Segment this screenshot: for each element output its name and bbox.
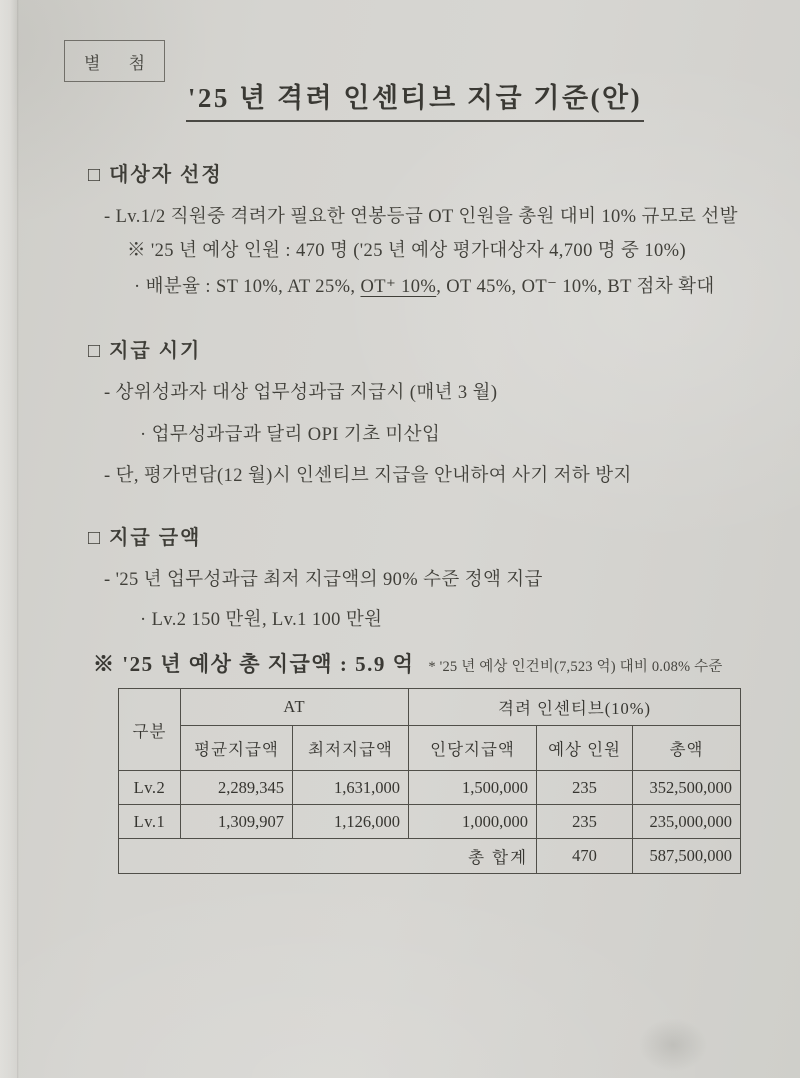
cell-per-person: 1,000,000 — [409, 805, 537, 839]
cell-avg: 1,309,907 — [181, 805, 293, 839]
paper-smudge — [638, 1018, 708, 1072]
paper-edge — [0, 0, 18, 1078]
summary-total: ※ '25 년 예상 총 지급액 : 5.9 억 — [93, 652, 415, 676]
timing-line-2: · 업무성과급과 달리 OPI 기초 미산입 — [140, 425, 441, 445]
table-group-header-incentive: 격려 인센티브(10%) — [409, 689, 741, 726]
grand-total-label: 총 합계 — [119, 839, 537, 874]
target-line-3-underlined: OT⁺ 10% — [360, 277, 437, 297]
section-heading-timing: □ 지급 시기 — [88, 340, 202, 362]
target-line-1: - Lv.1/2 직원중 격려가 필요한 연봉등급 OT 인원을 총원 대비 10% 규모로 선발 — [104, 207, 738, 227]
row-label: Lv.2 — [119, 771, 181, 805]
page-title: '25 년 격려 인센티브 지급 기준(안) — [186, 76, 644, 122]
target-line-3-suffix: , OT 45%, OT⁻ 10%, BT 점차 확대 — [436, 277, 715, 297]
table-subheader-total: 총액 — [633, 726, 741, 771]
summary-note: * '25 년 예상 인건비(7,523 억) 대비 0.08% 수준 — [428, 659, 723, 675]
section-heading-amount: □ 지급 금액 — [88, 527, 202, 549]
target-line-3 — [134, 272, 715, 298]
table-group-header-at: AT — [181, 689, 409, 726]
grand-total-amount: 587,500,000 — [633, 839, 741, 874]
title-area — [0, 76, 800, 122]
timing-line-3: - 단, 평가면담(12 월)시 인센티브 지급을 안내하여 사기 저하 방지 — [104, 466, 632, 486]
row-label: Lv.1 — [119, 805, 181, 839]
table-subheader-per-person: 인당지급액 — [409, 726, 537, 771]
payout-table — [118, 688, 741, 874]
cell-min: 1,126,000 — [293, 805, 409, 839]
grand-total-headcount: 470 — [537, 839, 633, 874]
table-subheader-min: 최저지급액 — [293, 726, 409, 771]
cell-min: 1,631,000 — [293, 771, 409, 805]
cell-headcount: 235 — [537, 805, 633, 839]
cell-total: 352,500,000 — [633, 771, 741, 805]
cell-headcount: 235 — [537, 771, 633, 805]
table-row-lv1 — [119, 805, 741, 839]
paper-crease-line — [17, 0, 19, 1078]
cell-per-person: 1,500,000 — [409, 771, 537, 805]
cell-total: 235,000,000 — [633, 805, 741, 839]
summary-line — [93, 648, 723, 678]
attachment-label: 별 첨 — [83, 53, 158, 73]
amount-line-1: - '25 년 업무성과급 최저 지급액의 90% 수준 정액 지급 — [104, 570, 543, 590]
cell-avg: 2,289,345 — [181, 771, 293, 805]
table-row-lv2 — [119, 771, 741, 805]
target-line-3-prefix: · 배분율 : ST 10%, AT 25%, — [134, 277, 361, 297]
target-line-2: ※ '25 년 예상 인원 : 470 명 ('25 년 예상 평가대상자 4,700 명 중 10%) — [127, 241, 687, 261]
table-row-grand-total — [119, 839, 741, 874]
table-subheader-avg: 평균지급액 — [181, 726, 293, 771]
section-heading-target: □ 대상자 선정 — [88, 164, 223, 186]
table-subheader-headcount: 예상 인원 — [537, 726, 633, 771]
amount-line-2: · Lv.2 150 만원, Lv.1 100 만원 — [140, 610, 383, 630]
timing-line-1: - 상위성과자 대상 업무성과급 지급시 (매년 3 월) — [104, 383, 498, 403]
table-corner-header: 구분 — [119, 689, 181, 771]
